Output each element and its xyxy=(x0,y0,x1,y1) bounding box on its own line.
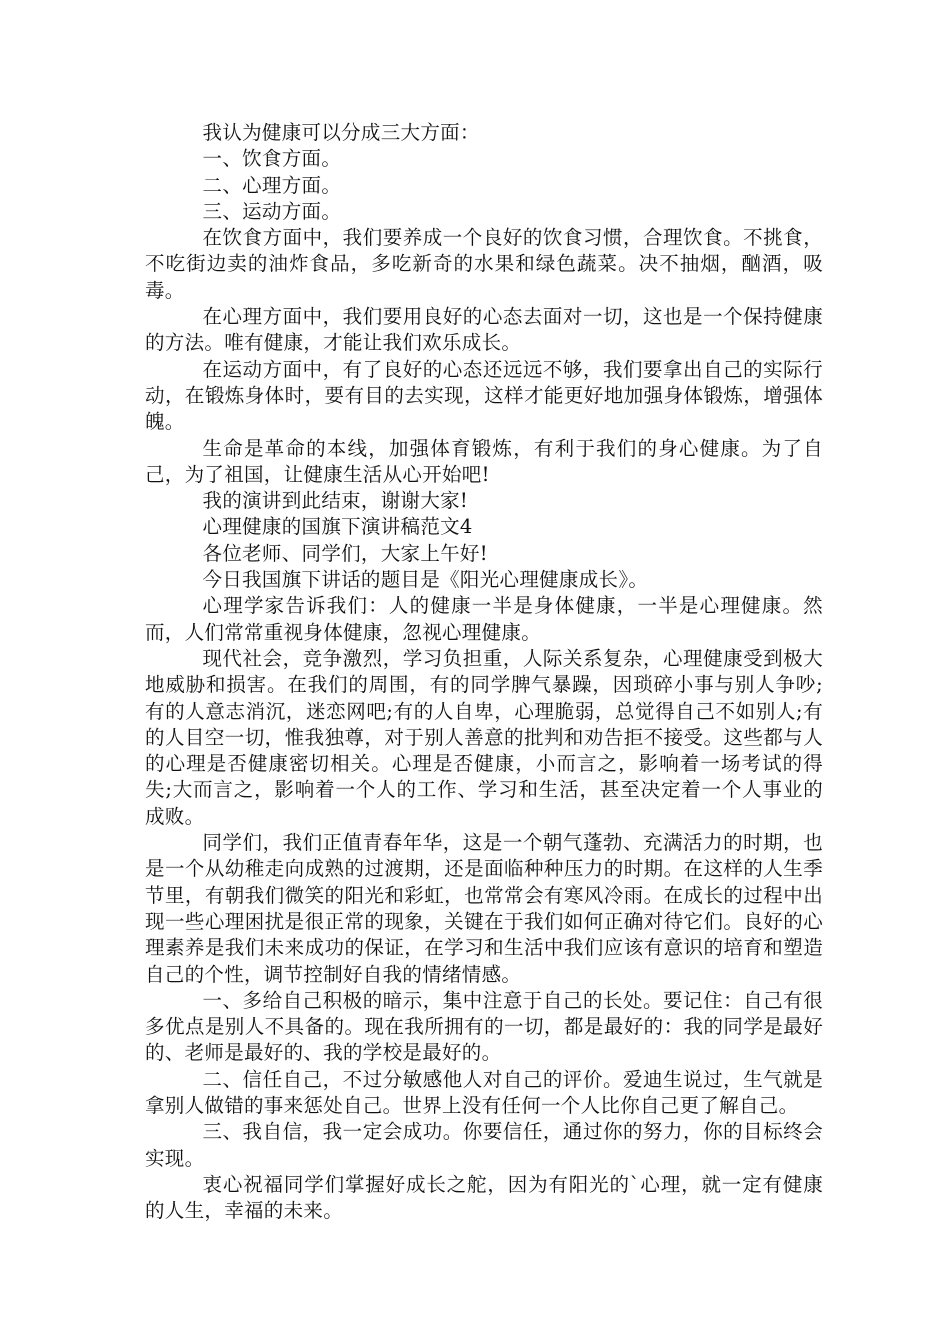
paragraph: 二、信任自己，不过分敏感他人对自己的评价。爱迪生说过，生气就是拿别人做错的事来惩处自己。世界上没有任何一个人比你自己更了解自己。 xyxy=(145,1067,823,1117)
paragraph: 现代社会，竞争激烈，学习负担重，人际关系复杂，心理健康受到极大地威胁和损害。在我们的周围，有的同学脾气暴躁，因琐碎小事与别人争吵;有的人意志消沉，迷恋网吧;有的人自卑，心理脆弱，总觉得自己不如别人;有的人目空一切，惟我独尊，对于别人善意的批判和劝告拒不接受。这些都与人的心理是否健康密切相关。心理是否健康，小而言之，影响着一场考试的得失;大而言之，影响着一个人的工作、学习和生活，甚至决定着一个人事业的成败。 xyxy=(145,646,823,828)
paragraph: 在运动方面中，有了良好的心态还远远不够，我们要拿出自己的实际行动，在锻炼身体时，要有目的去实现，这样才能更好地加强身体锻炼，增强体魄。 xyxy=(145,357,823,434)
paragraph: 二、心理方面。 xyxy=(202,173,342,197)
paragraph: 今日我国旗下讲话的题目是《阳光心理健康成长》。 xyxy=(202,568,649,592)
paragraph: 一、饮食方面。 xyxy=(202,147,342,171)
paragraph: 生命是革命的本线，加强体育锻炼，有利于我们的身心健康。为了自己，为了祖国，让健康生活从心开始吧! xyxy=(145,436,823,486)
paragraph: 在饮食方面中，我们要养成一个良好的饮食习惯，合理饮食。不挑食，不吃街边卖的油炸食品，多吃新奇的水果和绿色蔬菜。决不抽烟，酗酒，吸毒。 xyxy=(145,226,823,302)
paragraph: 我认为健康可以分成三大方面： xyxy=(202,121,480,144)
paragraph: 衷心祝福同学们掌握好成长之舵，因为有阳光的`心理，就一定有健康的人生，幸福的未来。 xyxy=(145,1172,823,1223)
paragraph: 三、运动方面。 xyxy=(202,199,342,223)
paragraph: 我的演讲到此结束，谢谢大家! xyxy=(202,489,469,513)
document-body xyxy=(145,120,823,1224)
paragraph: 心理学家告诉我们：人的健康一半是身体健康，一半是心理健康。然而，人们常常重视身体健康，忽视心理健康。 xyxy=(145,594,823,644)
paragraph: 在心理方面中，我们要用良好的心态去面对一切，这也是一个保持健康的方法。唯有健康，才能让我们欢乐成长。 xyxy=(145,305,823,355)
paragraph: 一、多给自己积极的暗示，集中注意于自己的长处。要记住：自己有很多优点是别人不具备的。现在我所拥有的一切，都是最好的：我的同学是最好的、老师是最好的、我的学校是最好的。 xyxy=(145,988,823,1065)
paragraph: 三、我自信，我一定会成功。你要信任，通过你的努力，你的目标终会实现。 xyxy=(145,1120,823,1170)
paragraph: 同学们，我们正值青春年华，这是一个朝气蓬勃、充满活力的时期，也是一个从幼稚走向成熟的过渡期，还是面临种种压力的时期。在这样的人生季节里，有朝我们微笑的阳光和彩虹，也常常会有寒风冷雨。在成长的过程中出现一些心理困扰是很正常的现象，关键在于我们如何正确对待它们。良好的心理素养是我们未来成功的保证，在学习和生活中我们应该有意识的培育和塑造自己的个性，调节控制好自我的情绪情感。 xyxy=(145,831,823,986)
section-heading: 心理健康的国旗下演讲稿范文4 xyxy=(202,515,473,539)
paragraph: 各位老师、同学们，大家上午好! xyxy=(202,541,488,565)
